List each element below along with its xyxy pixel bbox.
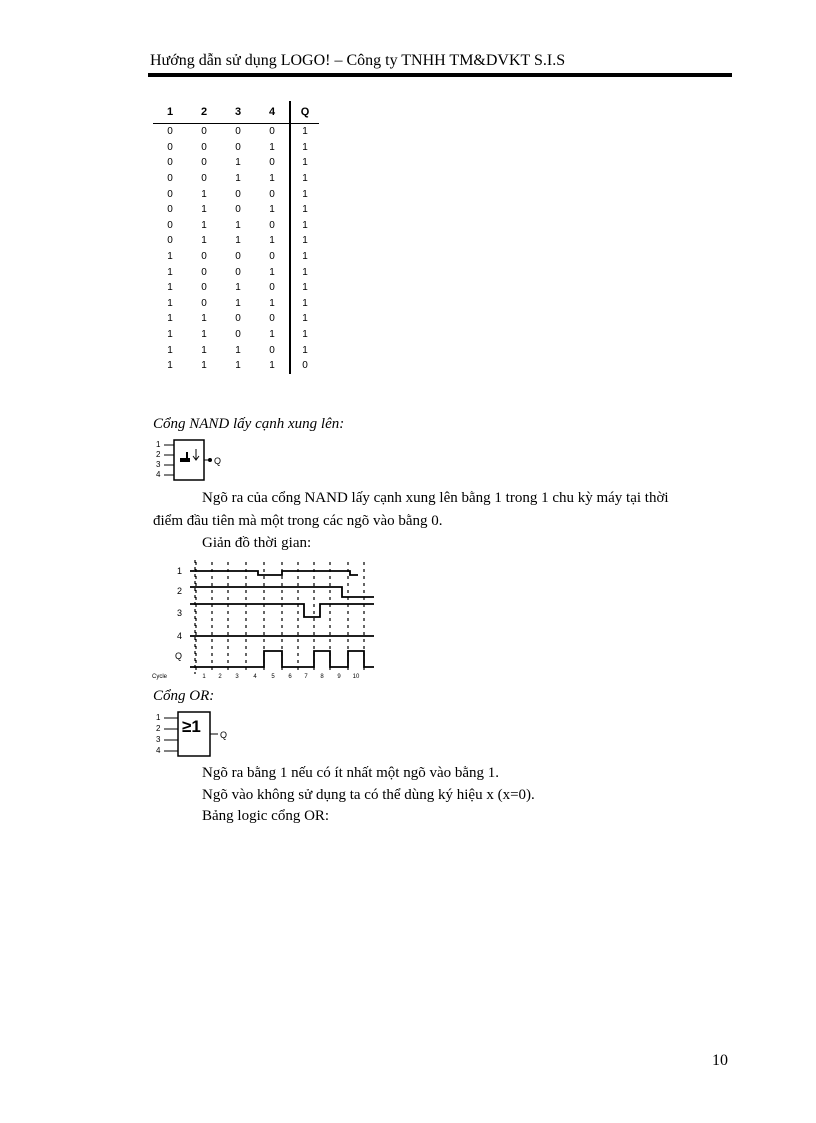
- or-gate-line2: Ngõ vào không sử dụng ta có thể dùng ký hiệu x (x=0).: [202, 787, 535, 803]
- truth-table-cell: 1: [269, 360, 275, 372]
- or-gate-line3: Bảng logic cổng OR:: [202, 808, 330, 824]
- truth-table-header-row: [153, 101, 319, 124]
- column-header-q: Q: [290, 101, 319, 124]
- or-gate-caption: Cổng OR:: [153, 688, 215, 704]
- cycle-number-label: 2: [218, 674, 222, 680]
- block-output-label: Q: [214, 456, 222, 466]
- truth-table-row: [153, 124, 319, 140]
- truth-table-row: [153, 218, 319, 234]
- truth-table-cell: 1: [269, 141, 275, 153]
- truth-table-cell-q: 1: [290, 233, 319, 249]
- or-gate-line1: Ngõ ra bằng 1 nếu có ít nhất một ngõ vào bằng 1.: [202, 765, 500, 781]
- truth-table-cell: 0: [201, 141, 207, 153]
- truth-table-cell-q: 1: [290, 280, 319, 296]
- truth-table-row: [153, 140, 319, 156]
- truth-table-cell: 0: [235, 141, 241, 153]
- truth-table-cell: 0: [201, 297, 207, 309]
- truth-table-cell: 1: [269, 204, 275, 216]
- truth-table-cell: 0: [167, 173, 173, 185]
- truth-table-cell: 1: [235, 235, 241, 247]
- truth-table-row: [153, 186, 319, 202]
- nand-edge-caption: Cổng NAND lấy cạnh xung lên:: [153, 416, 345, 432]
- or-input-label-3: 3: [156, 735, 161, 744]
- column-header-2: 2: [200, 106, 208, 118]
- truth-table-cell-q: 1: [290, 202, 319, 218]
- page-number: 10: [712, 1052, 728, 1069]
- truth-table-cell-q: 1: [290, 124, 319, 140]
- page-header: Hướng dẫn sử dụng LOGO! – Công ty TNHH TM&DVKT S.I.S: [150, 52, 566, 69]
- truth-table-cell: 1: [235, 360, 241, 372]
- truth-table-cell: 0: [235, 313, 241, 325]
- truth-table-cell-q: 1: [290, 311, 319, 327]
- cycle-number-label: 7: [304, 674, 308, 680]
- or-gate-block-symbol: [152, 710, 232, 760]
- signal-label-2: 2: [176, 586, 182, 596]
- timing-diagram-caption: Giản đồ thời gian:: [202, 535, 312, 551]
- timing-diagram: [152, 556, 382, 682]
- nand-truth-table: [153, 101, 319, 374]
- truth-table-cell: 0: [167, 204, 173, 216]
- signal-label-q: Q: [174, 651, 182, 661]
- or-block-symbol-text: ≥1: [182, 717, 201, 736]
- truth-table-row: [153, 342, 319, 358]
- truth-table-cell: 1: [235, 157, 241, 169]
- truth-table-cell-q: 0: [290, 358, 319, 374]
- truth-table-cell: 1: [167, 297, 173, 309]
- or-input-label-2: 2: [156, 724, 161, 733]
- truth-table-cell: 0: [201, 126, 207, 138]
- nand-edge-paragraph-line2: điểm đầu tiên mà một trong các ngõ vào bằng 0.: [153, 513, 443, 529]
- truth-table-cell: 0: [235, 188, 241, 200]
- truth-table-row: [153, 358, 319, 374]
- truth-table-cell: 1: [201, 344, 207, 356]
- and-symbol-icon: [180, 452, 190, 462]
- truth-table-cell-q: 1: [290, 342, 319, 358]
- truth-table-cell: 0: [167, 126, 173, 138]
- truth-table-cell: 0: [235, 266, 241, 278]
- truth-table-cell: 1: [167, 360, 173, 372]
- truth-table-cell: 1: [201, 188, 207, 200]
- truth-table-cell-q: 1: [290, 327, 319, 343]
- truth-table-cell: 1: [201, 329, 207, 341]
- cycle-axis-label: Cycle: [152, 674, 168, 680]
- truth-table-cell: 0: [201, 282, 207, 294]
- or-input-label-1: 1: [156, 713, 161, 722]
- truth-table-row: [153, 202, 319, 218]
- waveform-input-1: [190, 571, 358, 575]
- column-header-3: 3: [234, 106, 242, 118]
- truth-table-cell: 0: [167, 157, 173, 169]
- truth-table-cell: 0: [201, 251, 207, 263]
- truth-table-cell: 0: [167, 141, 173, 153]
- or-input-label-4: 4: [156, 746, 161, 755]
- cycle-number-label: 1: [202, 674, 206, 680]
- cycle-number-label: 4: [253, 674, 257, 680]
- truth-table-cell: 0: [201, 157, 207, 169]
- truth-table-cell-q: 1: [290, 296, 319, 312]
- truth-table-cell: 1: [201, 219, 207, 231]
- truth-table-cell: 0: [235, 204, 241, 216]
- truth-table-cell-q: 1: [290, 140, 319, 156]
- truth-table-cell: 1: [201, 235, 207, 247]
- negation-dot-icon: [208, 458, 212, 462]
- timing-diagram-grid: [196, 562, 364, 674]
- cycle-number-label: 9: [337, 674, 341, 680]
- truth-table-cell: 0: [235, 251, 241, 263]
- truth-table-cell: 0: [269, 344, 275, 356]
- or-output-label: Q: [220, 730, 228, 740]
- truth-table-cell: 1: [167, 313, 173, 325]
- signal-label-3: 3: [176, 608, 182, 618]
- signal-label-4: 4: [176, 631, 182, 641]
- cycle-number-label: 10: [352, 674, 360, 680]
- truth-table-cell: 0: [167, 188, 173, 200]
- truth-table-row: [153, 155, 319, 171]
- truth-table-cell-q: 1: [290, 171, 319, 187]
- truth-table-cell: 0: [269, 126, 275, 138]
- truth-table-cell: 0: [269, 251, 275, 263]
- block-input-label-4: 4: [156, 470, 161, 479]
- cycle-number-label: 8: [320, 674, 324, 680]
- truth-table-cell: 0: [269, 219, 275, 231]
- nand-edge-paragraph-line1: Ngõ ra của cổng NAND lấy cạnh xung lên bằng 1 trong 1 chu kỳ máy tại thời: [202, 490, 669, 506]
- truth-table-row: [153, 171, 319, 187]
- truth-table-row: [153, 233, 319, 249]
- truth-table-cell: 1: [235, 344, 241, 356]
- column-header-4: 4: [268, 106, 276, 118]
- truth-table-cell: 1: [167, 251, 173, 263]
- cycle-number-label: 3: [235, 674, 239, 680]
- truth-table-cell: 1: [235, 282, 241, 294]
- truth-table-cell-q: 1: [290, 249, 319, 265]
- nand-edge-block-symbol: [152, 438, 232, 482]
- truth-table-cell: 1: [269, 297, 275, 309]
- truth-table-cell: 0: [201, 266, 207, 278]
- truth-table-cell: 1: [235, 173, 241, 185]
- header-rule: [148, 73, 732, 77]
- truth-table-cell-q: 1: [290, 218, 319, 234]
- column-header-1: 1: [166, 106, 174, 118]
- truth-table-row: [153, 264, 319, 280]
- truth-table-cell: 0: [269, 157, 275, 169]
- truth-table-cell: 1: [269, 235, 275, 247]
- truth-table-cell: 1: [167, 266, 173, 278]
- truth-table-cell-q: 1: [290, 264, 319, 280]
- truth-table-cell: 0: [235, 126, 241, 138]
- truth-table-cell: 1: [269, 329, 275, 341]
- truth-table-row: [153, 296, 319, 312]
- truth-table-cell: 0: [269, 282, 275, 294]
- truth-table-cell: 0: [269, 313, 275, 325]
- truth-table-cell: 1: [167, 329, 173, 341]
- truth-table-cell: 1: [235, 219, 241, 231]
- truth-table-cell-q: 1: [290, 186, 319, 202]
- truth-table-cell: 1: [269, 266, 275, 278]
- truth-table-cell: 1: [269, 173, 275, 185]
- truth-table-row: [153, 327, 319, 343]
- truth-table-row: [153, 280, 319, 296]
- truth-table-cell: 1: [201, 204, 207, 216]
- truth-table-cell: 1: [235, 297, 241, 309]
- truth-table-cell: 0: [269, 188, 275, 200]
- truth-table-cell: 1: [201, 360, 207, 372]
- truth-table-body: [153, 124, 319, 374]
- truth-table-row: [153, 311, 319, 327]
- cycle-number-label: 6: [288, 674, 292, 680]
- block-input-label-3: 3: [156, 460, 161, 469]
- truth-table-cell: 0: [201, 173, 207, 185]
- waveform-output-q: [190, 651, 374, 667]
- cycle-number-labels: [202, 674, 360, 680]
- cycle-number-label: 5: [271, 674, 275, 680]
- truth-table-cell: 0: [167, 235, 173, 247]
- truth-table-cell: 1: [167, 344, 173, 356]
- truth-table-cell: 0: [167, 219, 173, 231]
- truth-table-cell-q: 1: [290, 155, 319, 171]
- block-input-label-2: 2: [156, 450, 161, 459]
- truth-table-cell: 0: [235, 329, 241, 341]
- rising-edge-arrow-icon: [193, 449, 199, 460]
- block-input-label-1: 1: [156, 440, 161, 449]
- signal-label-1: 1: [176, 566, 182, 576]
- truth-table-cell: 1: [167, 282, 173, 294]
- truth-table-row: [153, 249, 319, 265]
- truth-table-cell: 1: [201, 313, 207, 325]
